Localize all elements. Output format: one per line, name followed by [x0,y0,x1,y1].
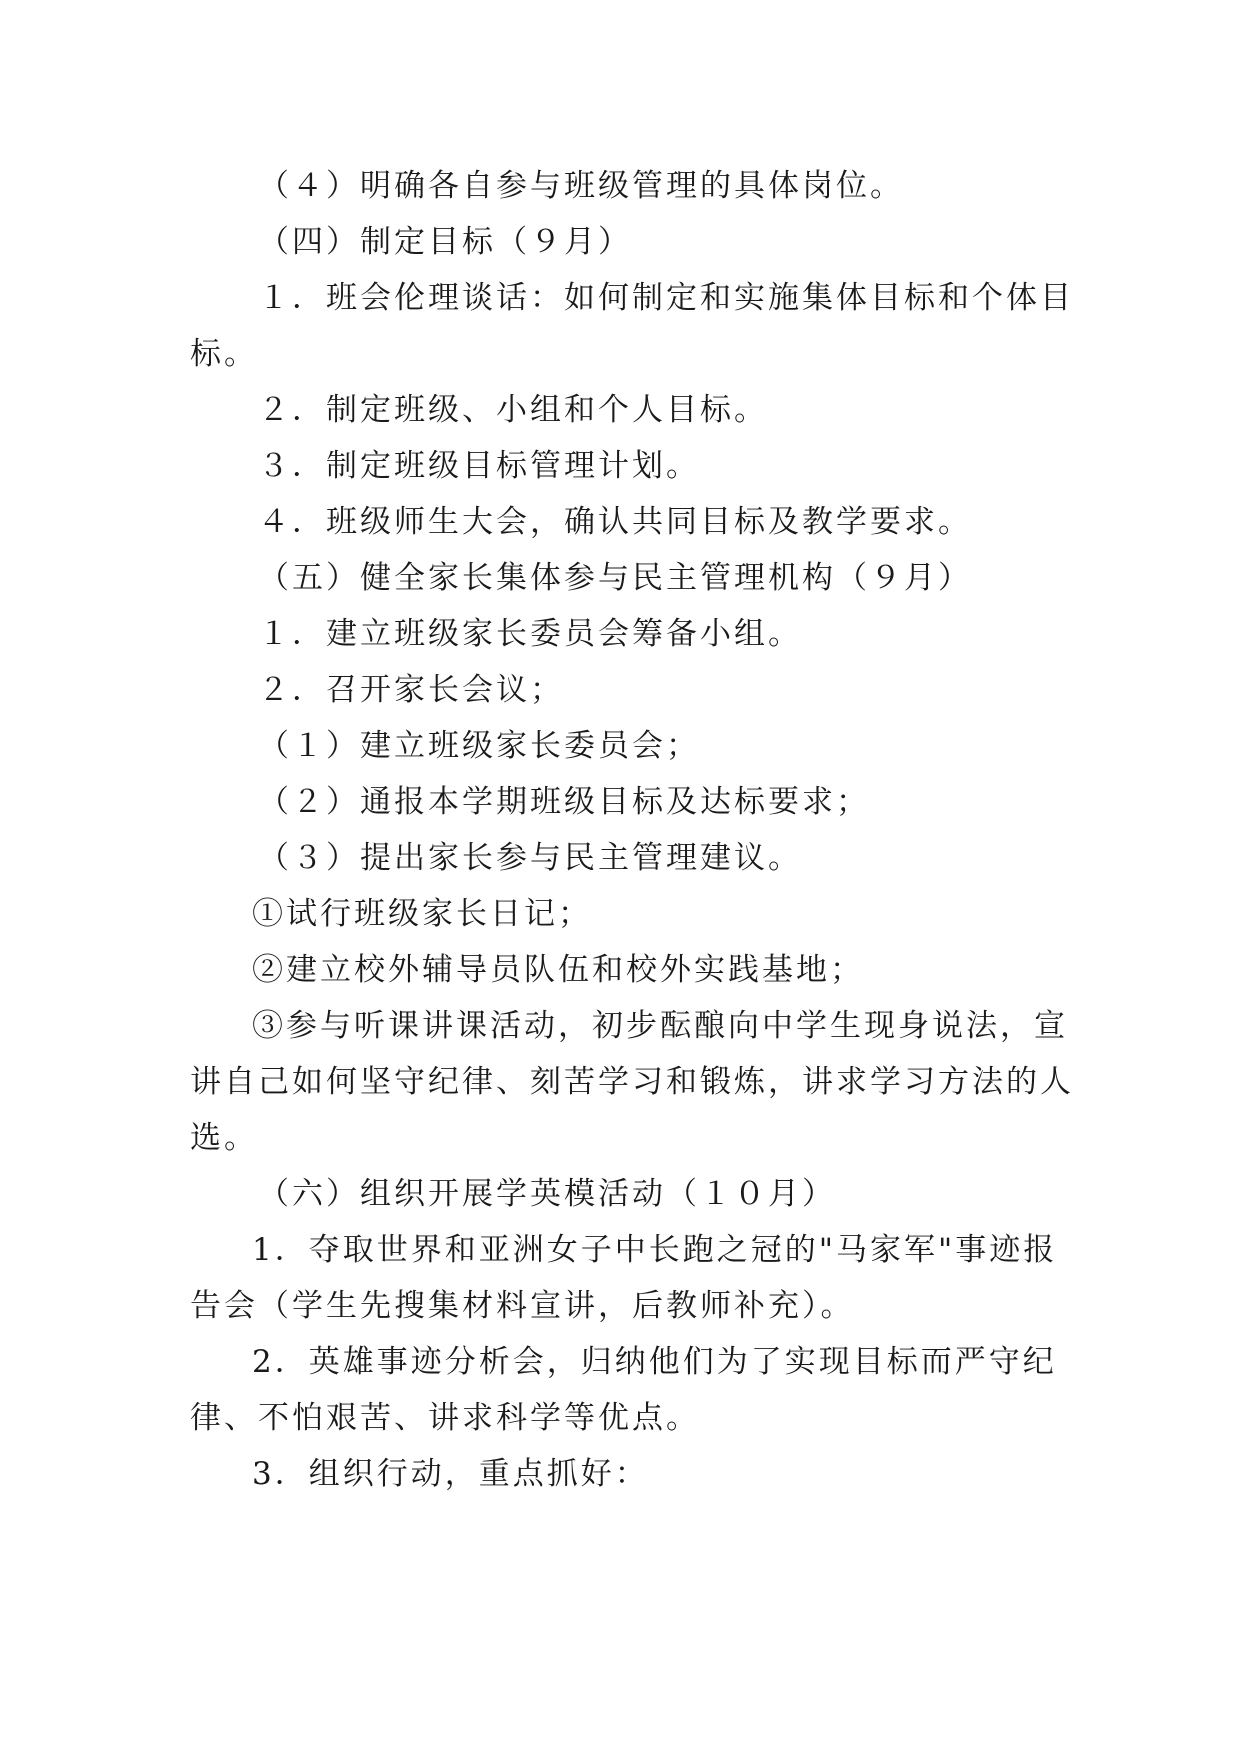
text-line-6: ３．制定班级目标管理计划。 [258,448,700,484]
section-heading-5: （五）健全家长集体参与民主管理机构（９月） [258,560,972,596]
text-line-14: ①试行班级家长日记； [252,896,592,932]
text-line-1: （４）明确各自参与班级管理的具体岗位。 [258,168,904,204]
text-line-5: ２．制定班级、小组和个人目标。 [258,392,768,428]
text-line-20: 1．夺取世界和亚洲女子中长跑之冠的"马家军"事迹报 [252,1232,1058,1268]
text-line-17: 讲自己如何坚守纪律、刻苦学习和锻炼，讲求学习方法的人 [190,1064,1074,1100]
text-line-7: ４．班级师生大会，确认共同目标及教学要求。 [258,504,972,540]
text-line-13: （３）提出家长参与民主管理建议。 [258,840,802,876]
section-heading-6: （六）组织开展学英模活动（１０月） [258,1176,836,1212]
text-line-24: 3．组织行动，重点抓好： [252,1456,649,1492]
section-heading-4: （四）制定目标（９月） [258,224,632,260]
text-line-16: ③参与听课讲课活动，初步酝酿向中学生现身说法，宣 [252,1008,1068,1044]
text-line-12: （２）通报本学期班级目标及达标要求； [258,784,870,820]
text-line-18: 选。 [190,1120,258,1156]
text-line-22: 2．英雄事迹分析会，归纳他们为了实现目标而严守纪 [252,1344,1057,1380]
text-line-23: 律、不怕艰苦、讲求科学等优点。 [190,1400,700,1436]
text-line-4: 标。 [190,336,258,372]
text-line-15: ②建立校外辅导员队伍和校外实践基地； [252,952,864,988]
text-line-11: （１）建立班级家长委员会； [258,728,700,764]
text-line-9: １．建立班级家长委员会筹备小组。 [258,616,802,652]
text-line-21: 告会（学生先搜集材料宣讲，后教师补充）。 [190,1288,855,1324]
text-line-3: １．班会伦理谈话：如何制定和实施集体目标和个体目 [258,280,1074,316]
text-line-10: ２．召开家长会议； [258,672,564,708]
